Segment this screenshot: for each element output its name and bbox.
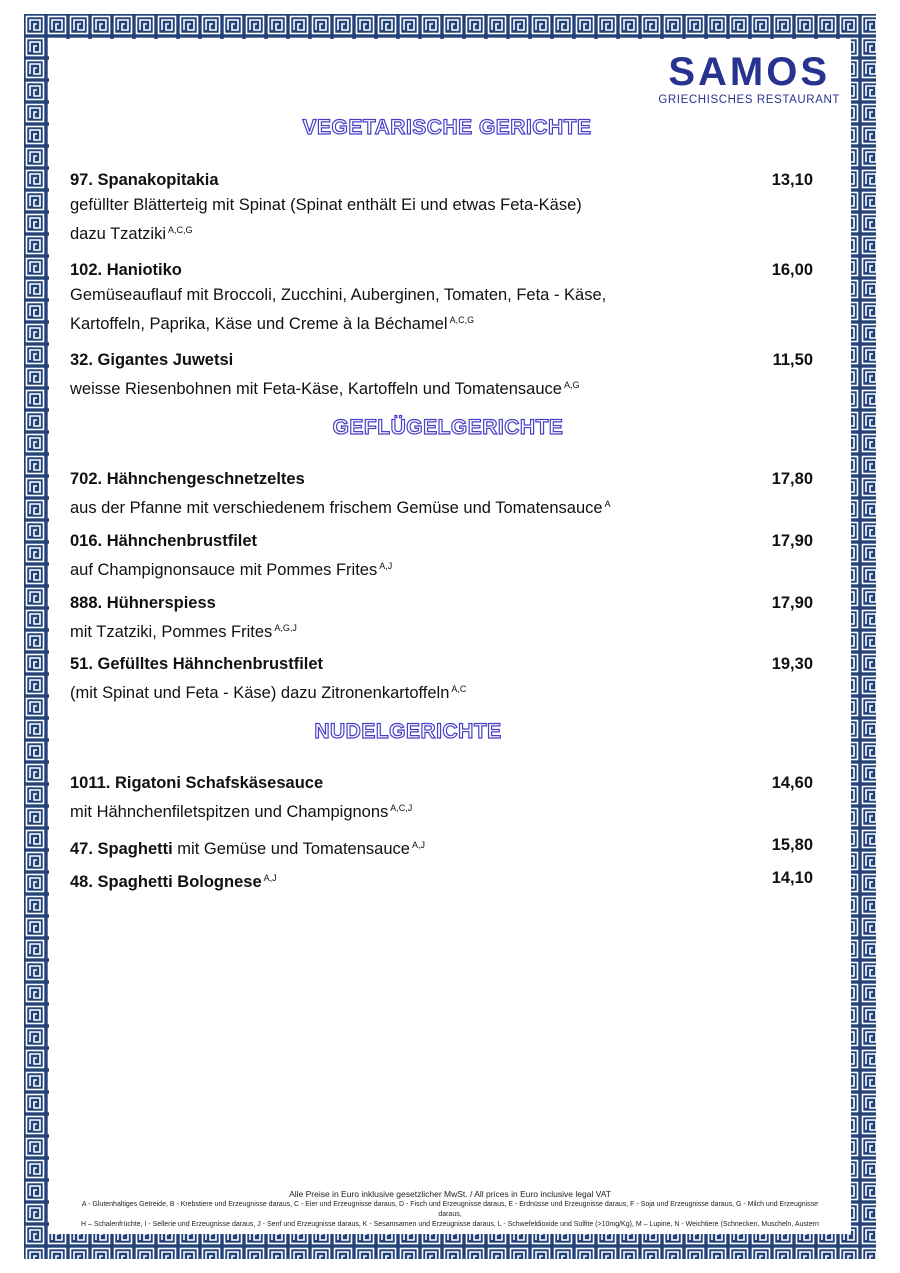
vat-note: Alle Preise in Euro inklusive gesetzlicher MwSt. / All prices in Euro inclusive legal VAT [289,1189,611,1199]
allergen-codes: A,G,J [274,623,297,633]
menu-item [70,591,815,645]
logo-subtitle: GRIECHISCHES RESTAURANT [658,94,840,106]
item-name: 97. Spanakopitakia [70,171,219,189]
item-price: 19,30 [771,655,813,673]
allergen-codes: A,C [451,684,467,694]
allergen-codes: A,J [411,840,425,850]
section-title-poultry: GEFLÜGELGERICHTE [332,416,564,439]
allergen-codes: A,C,J [390,803,413,813]
menu-item [70,652,815,706]
menu-item [70,529,815,583]
item-description: aus der Pfanne mit verschiedenem frischem Gemüse und Tomatensauce $^A$ [70,499,611,517]
allergen-legend-line-1: A - Glutenhaltiges Getreide, B - Krebstiere und Erzeugnisse daraus, C - Eier und Erzeugnisse daraus, D - Fisch und Erzeugnisse daraus, E - Erdnüsse und Erzeugnisse daraus, F - Soja und Erzeugnisse daraus, G - Milch und Erzeugnisse daraus, [81,1201,819,1218]
item-description: mit Hähnchenfiletspitzen und Champignons $^{A,C,J}$ [70,803,413,821]
item-description: Kartoffeln, Paprika, Käse und Creme à la Béchamel $^{A,C,G}$ [70,315,475,333]
item-name: 32. Gigantes Juwetsi [70,351,234,369]
item-description: gefüllter Blätterteig mit Spinat (Spinat enthält Ei und etwas Feta-Käse) [70,196,582,214]
item-price: 15,80 [771,836,813,854]
item-name: 48. Spaghetti Bolognese $^{A,J}$ [70,873,277,891]
item-price: 17,90 [771,594,813,612]
item-name: 888. Hühnerspiess [70,594,216,612]
logo-name: SAMOS [668,50,831,94]
item-name: 016. Hähnchenbrustfilet [70,532,258,550]
item-name: 102. Haniotiko [70,261,182,279]
item-description: mit Tzatziki, Pommes Frites $^{A,G,J}$ [70,623,297,641]
item-description: auf Champignonsauce mit Pommes Frites $^{A,J}$ [70,561,393,579]
section-title-vegetarian: VEGETARISCHE GERICHTE [302,116,592,139]
allergen-codes: A,C,G [168,225,193,235]
allergen-legend-line-2: H – Schalenfrüchte, I - Sellerie und Erzeugnisse daraus, J - Senf und Erzeugnisse daraus, K - Sesamsamen und Erzeugnisse daraus, L - Schwefeldioxide und Sulfite (>10mg/Kg), M – Lupine, N - Weichtiere (Schnecken, Muscheln, Austern [81,1221,819,1228]
allergen-codes: A,J [263,873,277,883]
item-price: 17,80 [771,470,813,488]
allergen-codes: A,J [379,561,393,571]
item-price: 17,90 [771,532,813,550]
menu-item [70,771,815,825]
item-description: (mit Spinat und Feta - Käse) dazu Zitronenkartoffeln $^{A,C}$ [70,684,467,702]
section-title-pasta: NUDELGERICHTE [314,720,502,743]
item-description: Gemüseauflauf mit Broccoli, Zucchini, Auberginen, Tomaten, Feta - Käse, [70,286,607,304]
item-description: dazu Tzatziki $^{A,C,G}$ [70,225,193,243]
item-price: 13,10 [771,171,813,189]
item-description: mit Gemüse und Tomatensauce [172,840,410,858]
menu-item [70,467,815,521]
allergen-codes: A,C,G [449,315,475,325]
footer-notes [80,1189,820,1230]
allergen-codes: A,G [563,380,580,390]
menu-item [70,348,815,402]
menu-item [70,258,815,337]
item-price: 14,60 [771,774,813,792]
menu-item [70,833,815,862]
restaurant-logo [658,52,840,106]
item-description: weisse Riesenbohnen mit Feta-Käse, Kartoffeln und Tomatensauce $^{A,G}$ [70,380,580,398]
allergen-codes: A [604,499,611,509]
item-price: 14,10 [771,869,813,887]
item-name: 47. Spaghetti mit Gemüse und Tomatensauce $^{A,J}$ [70,840,425,858]
item-name: 51. Gefülltes Hähnchenbrustfilet [70,655,324,673]
item-name: 1011. Rigatoni Schafskäsesauce [70,774,324,792]
item-price: 16,00 [771,261,813,279]
menu-item [70,866,815,895]
item-name: 702. Hähnchengeschnetzeltes [70,470,305,488]
item-price: 11,50 [772,351,813,369]
menu-item [70,168,815,247]
